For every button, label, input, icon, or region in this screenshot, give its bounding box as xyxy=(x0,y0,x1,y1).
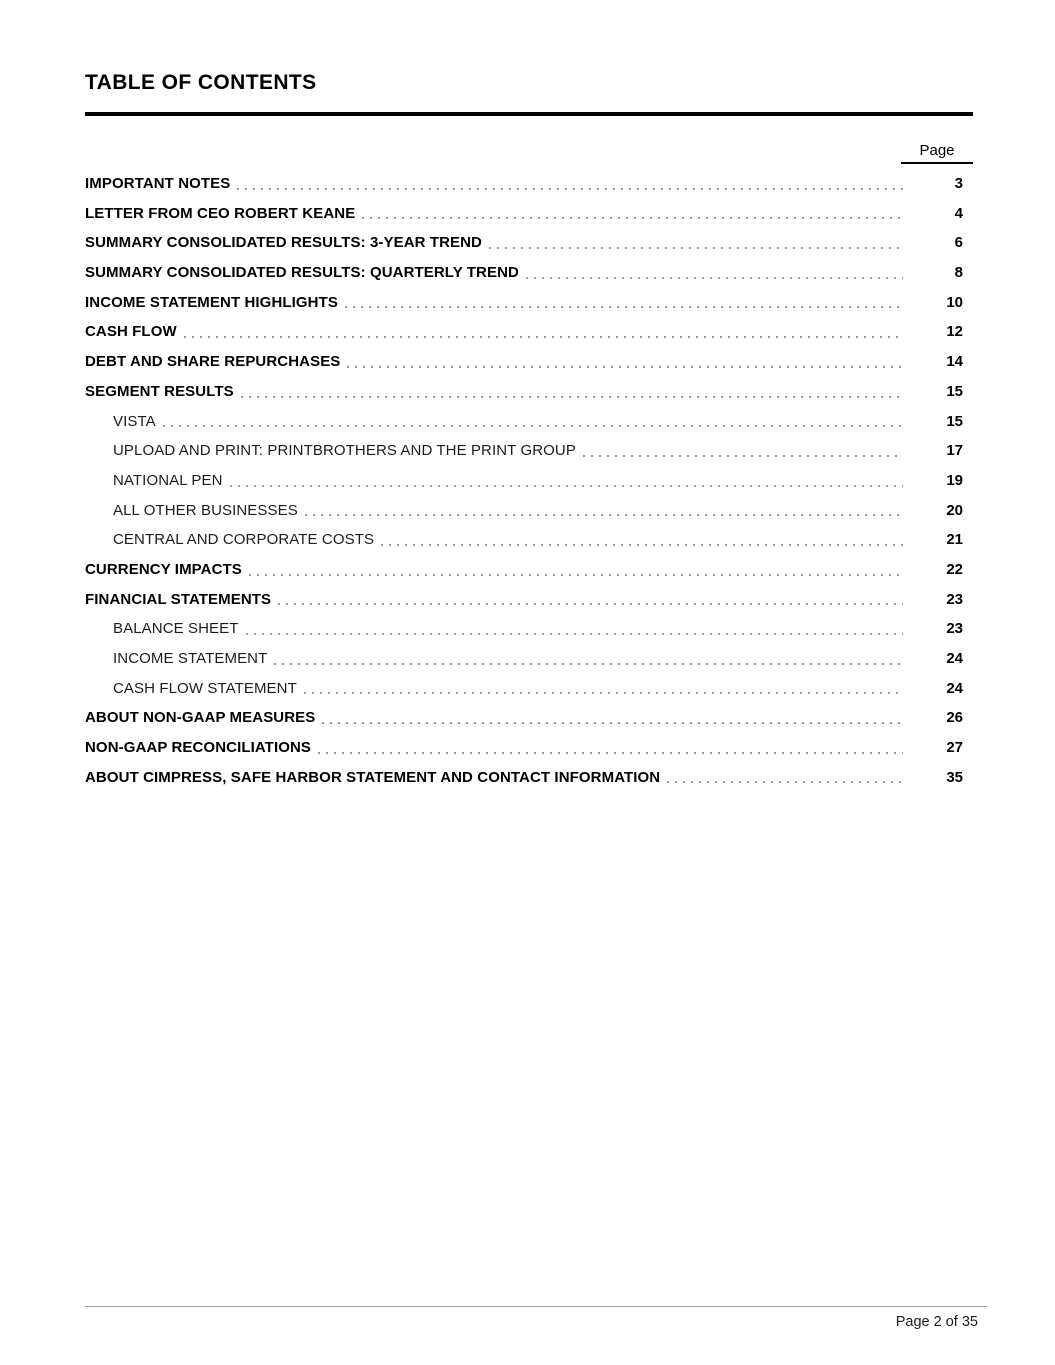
page-title: TABLE OF CONTENTS xyxy=(85,71,317,94)
toc-entry-label: FINANCIAL STATEMENTS xyxy=(85,590,272,608)
toc-entry-label: LETTER FROM CEO ROBERT KEANE xyxy=(85,204,356,222)
toc-entry[interactable] xyxy=(85,733,973,763)
toc-entry-leader-dots xyxy=(526,258,903,288)
toc-entry[interactable] xyxy=(85,317,973,347)
toc-entry[interactable] xyxy=(85,703,973,733)
toc-entry-page: 19 xyxy=(946,471,963,489)
toc-entry[interactable] xyxy=(85,614,973,644)
toc-entry-page: 23 xyxy=(946,590,963,608)
toc-entry[interactable] xyxy=(85,644,973,674)
toc-entry-leader-dots xyxy=(318,733,903,763)
toc-entry[interactable] xyxy=(85,525,973,555)
toc-entry-page: 6 xyxy=(954,234,963,252)
page-column-header xyxy=(85,142,973,164)
toc-entry-leader-dots xyxy=(304,674,903,704)
toc-entry-leader-dots xyxy=(381,525,903,555)
toc-entry-leader-dots xyxy=(489,228,903,258)
toc-entry-page: 21 xyxy=(946,531,963,549)
toc-entry[interactable] xyxy=(85,436,973,466)
toc-entry-page: 15 xyxy=(946,382,963,400)
toc-entry[interactable] xyxy=(85,377,973,407)
toc-entry-leader-dots xyxy=(230,466,903,496)
toc-entry-label: VISTA xyxy=(113,412,156,430)
toc-entry-page: 12 xyxy=(946,323,963,341)
toc-entry-leader-dots xyxy=(362,199,903,229)
toc-entry-label: CASH FLOW xyxy=(85,323,177,341)
toc-entry-page: 23 xyxy=(946,620,963,638)
toc-entry-leader-dots xyxy=(583,436,903,466)
page-column-label: Page xyxy=(901,142,973,164)
toc-entry-label: CURRENCY IMPACTS xyxy=(85,560,242,578)
toc-entry-label: DEBT AND SHARE REPURCHASES xyxy=(85,353,341,371)
toc-entry-label: NON-GAAP RECONCILIATIONS xyxy=(85,739,312,757)
toc-entry-label: NATIONAL PEN xyxy=(113,471,223,489)
toc-entry[interactable] xyxy=(85,258,973,288)
toc-entry[interactable] xyxy=(85,288,973,318)
toc-entry-page: 10 xyxy=(946,293,963,311)
toc-entry-label: BALANCE SHEET xyxy=(113,620,239,638)
toc-entry-page: 17 xyxy=(946,442,963,460)
toc-entry-label: CENTRAL AND CORPORATE COSTS xyxy=(113,531,375,549)
toc-entry-leader-dots xyxy=(184,317,903,347)
toc-entry-label: ALL OTHER BUSINESSES xyxy=(113,501,298,519)
toc-entry-leader-dots xyxy=(345,288,903,318)
toc-entry-label: ABOUT CIMPRESS, SAFE HARBOR STATEMENT AND CONTACT INFORMATION xyxy=(85,768,661,786)
toc-entry-leader-dots xyxy=(249,555,903,585)
toc-entry-label: INCOME STATEMENT HIGHLIGHTS xyxy=(85,293,338,311)
toc-entry-label: ABOUT NON-GAAP MEASURES xyxy=(85,709,316,727)
toc-entry[interactable] xyxy=(85,228,973,258)
toc-entry-page: 8 xyxy=(954,264,963,282)
toc-entry-leader-dots xyxy=(241,377,903,407)
toc-entry-label: UPLOAD AND PRINT: PRINTBROTHERS AND THE PRINT GROUP xyxy=(113,442,576,460)
toc-entry[interactable] xyxy=(85,407,973,437)
toc-entry-leader-dots xyxy=(274,644,903,674)
toc-entry[interactable] xyxy=(85,466,973,496)
toc-entry[interactable] xyxy=(85,169,973,199)
toc-entry-leader-dots xyxy=(237,169,903,199)
toc-entry-leader-dots xyxy=(246,614,903,644)
toc-entry-page: 14 xyxy=(946,353,963,371)
toc-entry[interactable] xyxy=(85,199,973,229)
toc-entry-page: 35 xyxy=(946,768,963,786)
toc-entry[interactable] xyxy=(85,585,973,615)
title-rule xyxy=(85,112,973,116)
toc-entry[interactable] xyxy=(85,555,973,585)
toc-entry-page: 20 xyxy=(946,501,963,519)
toc-entry[interactable] xyxy=(85,347,973,377)
toc-entry-page: 3 xyxy=(954,175,963,192)
toc-entry-leader-dots xyxy=(163,407,903,437)
toc-entry-label: SUMMARY CONSOLIDATED RESULTS: QUARTERLY TREND xyxy=(85,264,519,282)
toc-entry[interactable] xyxy=(85,496,973,526)
toc-entry[interactable] xyxy=(85,763,973,793)
toc-entry-label: SUMMARY CONSOLIDATED RESULTS: 3-YEAR TREND xyxy=(85,234,482,252)
footer-page-indicator: Page 2 of 35 xyxy=(895,1314,978,1330)
toc-entry-page: 15 xyxy=(946,412,963,430)
toc-entry-leader-dots xyxy=(322,703,903,733)
toc-entry-leader-dots xyxy=(278,585,903,615)
toc-entry-page: 26 xyxy=(946,709,963,727)
toc-entry-label: INCOME STATEMENT xyxy=(113,650,268,667)
toc-entry-label: SEGMENT RESULTS xyxy=(85,382,234,400)
toc-entry-label: CASH FLOW STATEMENT xyxy=(113,679,297,697)
toc-entry-page: 4 xyxy=(954,204,963,222)
footer-rule xyxy=(85,1306,987,1307)
toc-entry-page: 22 xyxy=(946,560,963,578)
toc-entry-leader-dots xyxy=(347,347,903,377)
toc-list xyxy=(85,169,973,792)
toc-entry[interactable] xyxy=(85,674,973,704)
toc-entry-leader-dots xyxy=(305,496,903,526)
toc-entry-page: 24 xyxy=(946,679,963,697)
toc-entry-label: IMPORTANT NOTES xyxy=(85,175,231,192)
page-footer xyxy=(85,1306,987,1330)
toc-entry-page: 27 xyxy=(946,739,963,757)
toc-entry-leader-dots xyxy=(667,763,903,793)
toc-entry-page: 24 xyxy=(946,650,963,667)
